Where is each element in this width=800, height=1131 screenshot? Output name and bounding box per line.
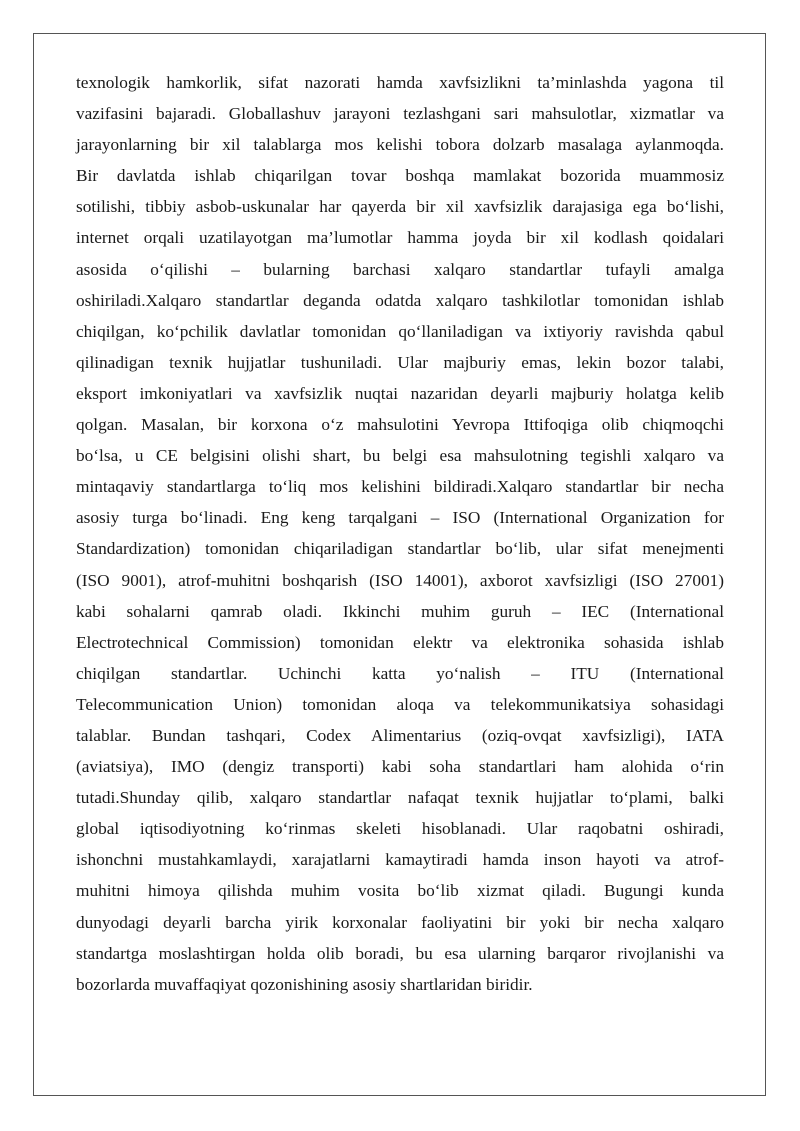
text-line-13: bo‘lsa, u CE belgisini olishi shart, bu belgi esa mahsulotning tegishli xalqaro va bbox=[76, 446, 724, 466]
text-line-14: mintaqaviy standartlarga to‘liq mos kelishini bildiradi.Xalqaro standartlar bir necha bbox=[76, 477, 724, 497]
text-line-3: jarayonlarning bir xil talablarga mos kelishi tobora dolzarb masalaga aylanmoqda. bbox=[76, 135, 724, 155]
text-line-27: muhitni himoya qilishda muhim vosita bo‘lib xizmat qiladi. Bugungi kunda bbox=[76, 881, 724, 901]
text-line-16: Standardization) tomonidan chiqariladigan standartlar bo‘lib, ular sifat menejmenti bbox=[76, 539, 724, 559]
text-line-15: asosiy turga bo‘linadi. Eng keng tarqalgani – ISO (International Organization for bbox=[76, 508, 724, 528]
text-line-28: dunyodagi deyarli barcha yirik korxonalar faoliyatini bir yoki bir necha xalqaro bbox=[76, 912, 724, 932]
text-line-1: texnologik hamkorlik, sifat nazorati hamda xavfsizlikni ta’minlashda yagona til bbox=[76, 73, 724, 92]
text-line-17: (ISO 9001), atrof-muhitni boshqarish (ISO 14001), axborot xavfsizligi (ISO 27001) bbox=[76, 570, 724, 590]
text-line-21: Telecommunication Union) tomonidan aloqa va telekommunikatsiya sohasidagi bbox=[76, 694, 724, 714]
text-line-10: qilinadigan texnik hujjatlar tushuniladi. Ular majburiy emas, lekin bozor talabi, bbox=[76, 352, 724, 372]
text-line-22: talablar. Bundan tashqari, Codex Alimentarius (oziq-ovqat xavfsizligi), IATA bbox=[76, 725, 724, 745]
text-line-5: sotilishi, tibbiy asbob-uskunalar har qayerda bir xil xavfsizlik darajasiga ega bo‘lishi, bbox=[76, 197, 724, 217]
text-line-4: Bir davlatda ishlab chiqarilgan tovar boshqa mamlakat bozorida muammosiz bbox=[76, 166, 724, 186]
text-line-2: vazifasini bajaradi. Globallashuv jarayoni tezlashgani sari mahsulotlar, xizmatlar va bbox=[76, 104, 724, 124]
text-line-24: tutadi.Shunday qilib, xalqaro standartlar nafaqat texnik hujjatlar to‘plami, balki bbox=[76, 788, 724, 808]
text-line-6: internet orqali uzatilayotgan ma’lumotlar hamma joyda bir xil kodlash qoidalari bbox=[76, 228, 724, 248]
text-line-29: standartga moslashtirgan holda olib boradi, bu esa ularning barqaror rivojlanishi va bbox=[76, 943, 724, 963]
text-line-20: chiqilgan standartlar. Uchinchi katta yo‘nalish – ITU (International bbox=[76, 663, 724, 683]
text-line-18: kabi sohalarni qamrab oladi. Ikkinchi muhim guruh – IEC (International bbox=[76, 601, 724, 621]
text-line-9: chiqilgan, ko‘pchilik davlatlar tomonidan qo‘llaniladigan va ixtiyoriy ravishda qabul bbox=[76, 321, 724, 341]
text-line-11: eksport imkoniyatlari va xavfsizlik nuqtai nazaridan deyarli majburiy holatga kelib bbox=[76, 383, 724, 403]
text-line-19: Electrotechnical Commission) tomonidan elektr va elektronika sohasida ishlab bbox=[76, 632, 724, 652]
text-line-8: oshiriladi.Xalqaro standartlar deganda odatda xalqaro tashkilotlar tomonidan ishlab bbox=[76, 290, 724, 310]
text-line-12: qolgan. Masalan, bir korxona o‘z mahsulotini Yevropa Ittifoqiga olib chiqmoqchi bbox=[76, 415, 724, 435]
document-body bbox=[76, 67, 724, 1000]
text-line-30: bozorlarda muvaffaqiyat qozonishining asosiy shartlaridan biridir. bbox=[76, 974, 533, 994]
text-line-26: ishonchni mustahkamlaydi, xarajatlarni kamaytiradi hamda inson hayoti va atrof- bbox=[76, 850, 724, 870]
text-line-25: global iqtisodiyotning ko‘rinmas skeleti hisoblanadi. Ular raqobatni oshiradi, bbox=[76, 819, 724, 839]
text-line-23: (aviatsiya), IMO (dengiz transporti) kabi soha standartlari ham alohida o‘rin bbox=[76, 757, 724, 777]
text-line-7: asosida o‘qilishi – bularning barchasi xalqaro standartlar tufayli amalga bbox=[76, 259, 724, 279]
